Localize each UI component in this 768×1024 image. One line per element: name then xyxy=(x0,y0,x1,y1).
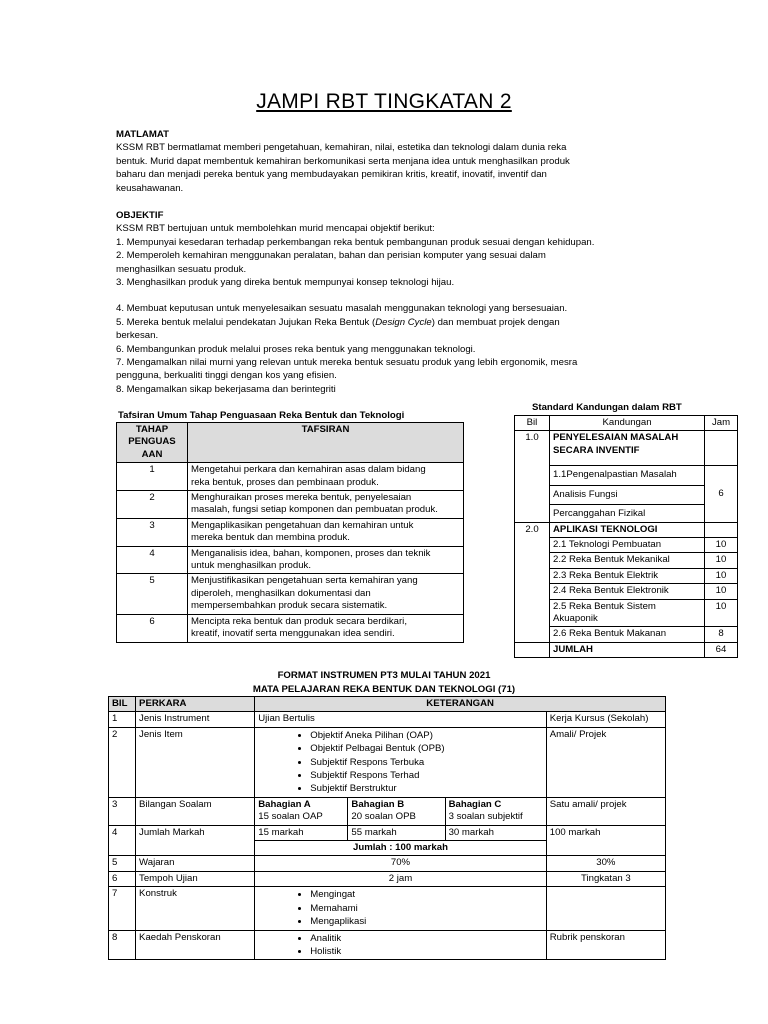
table-row: 6 Tempoh Ujian 2 jam Tingkatan 3 xyxy=(109,871,666,886)
table-row: 5 Wajaran 70% 30% xyxy=(109,856,666,871)
table-row: 5 Menjustifikasikan pengetahuan serta kemahiran yang diperoleh, menghasilkan dokumentasi dan mempersembahkan produk secara sistematik. xyxy=(117,574,464,614)
matlamat-line: keusahawanan. xyxy=(116,182,184,194)
table-header-row: Bil Kandungan Jam xyxy=(515,416,738,431)
table-row: 2.1 Teknologi Pembuatan 10 xyxy=(515,538,738,553)
objektif-item: 5. Mereka bentuk melalui pendekatan Jujukan Reka Bentuk (Design Cycle) dan membuat projek dengan xyxy=(116,316,560,328)
tafsiran-caption: Tafsiran Umum Tahap Penguasaan Reka Bentuk dan Teknologi xyxy=(118,410,405,421)
table-row: 4 Menganalisis idea, bahan, komponen, proses dan teknik untuk menghasilkan produk. xyxy=(117,546,464,574)
objektif-intro: KSSM RBT bertujuan untuk membolehkan murid mencapai objektif berikut: xyxy=(116,223,435,235)
table-row: 3 Bilangan Soalam Bahagian A 15 soalan OAP Bahagian B 20 soalan OPB Bahagian C 3 soalan subjektif Satu amali/ projek xyxy=(109,797,666,825)
objektif-item: 6. Membangunkan produk melalui proses reka bentuk yang menggunakan teknologi. xyxy=(116,343,476,355)
standard-table xyxy=(514,415,738,658)
objektif-item: 1. Mempunyai kesedaran terhadap perkembangan reka bentuk pembangunan produk sesuai dengan kehidupan. xyxy=(116,236,595,248)
objektif-item: 4. Membuat keputusan untuk menyelesaikan sesuatu masalah menggunakan teknologi yang bersesuaian. xyxy=(116,303,568,315)
table-row: 3 Mengaplikasikan pengetahuan dan kemahiran untuk mereka bentuk dan membina produk. xyxy=(117,518,464,546)
format-title: FORMAT INSTRUMEN PT3 MULAI TAHUN 2021 xyxy=(277,670,491,681)
matlamat-line: baharu dan menjadi pereka bentuk yang membudayakan pemikiran kritis, kreatif, inovatif, inventif dan xyxy=(116,169,547,181)
objektif-item: berkesan. xyxy=(116,330,159,342)
table-row: 6 Mencipta reka bentuk dan produk secara berdikari, kreatif, inovatif serta menggunakan idea sendiri. xyxy=(117,614,464,642)
table-row: 2.3 Reka Bentuk Elektrik 10 xyxy=(515,568,738,583)
table-row: 2.2 Reka Bentuk Mekanikal 10 xyxy=(515,553,738,568)
table-row: 1.1Pengenalpastian Masalah 6 xyxy=(515,466,738,485)
objektif-item: 8. Mengamalkan sikap bekerjasama dan berintegriti xyxy=(116,383,336,395)
table-row: 2.6 Reka Bentuk Makanan 8 xyxy=(515,627,738,642)
table-row: 1 Mengetahui perkara dan kemahiran asas dalam bidang reka bentuk, proses dan pembinaan produk. xyxy=(117,463,464,491)
table-row: 2 Jenis Item • Objektif Aneka Pilihan (OAP) • Objektif Pelbagai Bentuk (OPB) • Subjektif Respons Terbuka • Subjektif Respons Terhad • Subjektif Berstruktur Amali/ Projek xyxy=(109,727,666,797)
matlamat-heading: MATLAMAT xyxy=(116,129,169,140)
jenis-item-list: • Objektif Aneka Pilihan (OAP) • Objektif Pelbagai Bentuk (OPB) • Subjektif Respons Terbuka • Subjektif Respons Terhad • Subjektif Berstruktur xyxy=(258,729,543,796)
standard-caption: Standard Kandungan dalam RBT xyxy=(532,402,682,413)
matlamat-line: bentuk. Murid dapat membentuk kemahiran berkomunikasi serta menjana idea untuk menghasilkan produk xyxy=(116,155,570,167)
table-row: Jumlah : 100 markah xyxy=(109,841,666,856)
table-row: 2.4 Reka Bentuk Elektronik 10 xyxy=(515,584,738,599)
objektif-item: 3. Menghasilkan produk yang direka bentuk mempunyai konsep teknologi hijau. xyxy=(116,277,455,289)
tafsiran-table xyxy=(116,422,464,643)
objektif-heading: OBJEKTIF xyxy=(116,210,164,221)
matlamat-line: KSSM RBT bermatlamat memberi pengetahuan, kemahiran, nilai, estetika dan teknologi dalam dunia reka xyxy=(116,142,567,154)
table-header-row: BIL PERKARA KETERANGAN xyxy=(109,697,666,712)
penskoran-list: • Analitik • Holistik xyxy=(258,932,543,959)
table-row: 7 Konstruk • Mengingat • Memahami • Mengaplikasi xyxy=(109,887,666,930)
table-total-row: JUMLAH 64 xyxy=(515,642,738,657)
objektif-section xyxy=(116,209,656,396)
page-title: JAMPI RBT TINGKATAN 2 xyxy=(256,90,512,113)
table-row: 4 Jumlah Markah 15 markah 55 markah 30 markah 100 markah xyxy=(109,825,666,840)
table-header-row xyxy=(117,423,464,463)
table-row: 1.0 PENYELESAIAN MASALAH SECARA INVENTIF xyxy=(515,431,738,466)
konstruk-list: • Mengingat • Memahami • Mengaplikasi xyxy=(258,888,543,928)
objektif-item: menghasilkan sesuatu produk. xyxy=(116,263,247,275)
matlamat-section xyxy=(116,128,656,195)
objektif-item: pengguna, berkualiti tinggi dengan kos yang efisien. xyxy=(116,370,337,382)
format-subtitle: MATA PELAJARAN REKA BENTUK DAN TEKNOLOGI (71) xyxy=(252,684,516,695)
table-row: 1 Jenis Instrument Ujian Bertulis Kerja Kursus (Sekolah) xyxy=(109,712,666,727)
objektif-item: 7. Mengamalkan nilai murni yang relevan untuk mereka bentuk sesuatu produk yang lebih ergonomik, mesra xyxy=(116,357,578,369)
table-row: Analisis Fungsi xyxy=(515,485,738,504)
table-row: Percanggahan Fizikal xyxy=(515,505,738,522)
tafsiran-header: TAFSIRAN xyxy=(188,423,464,463)
objektif-item: 2. Memperoleh kemahiran menggunakan peralatan, bahan dan perisian komputer yang sesuai dalam xyxy=(116,250,546,262)
table-row: 2.0 APLIKASI TEKNOLOGI xyxy=(515,522,738,537)
table-row: 2.5 Reka Bentuk Sistem Akuaponik 10 xyxy=(515,599,738,627)
format-table xyxy=(108,696,666,960)
table-row: 2 Menghuraikan proses mereka bentuk, penyelesaian masalah, fungsi setiap komponen dan pembuatan produk. xyxy=(117,491,464,519)
table-row: 8 Kaedah Penskoran • Analitik • Holistik Rubrik penskoran xyxy=(109,930,666,960)
tahap-header: TAHAP PENGUAS AAN xyxy=(117,423,188,463)
